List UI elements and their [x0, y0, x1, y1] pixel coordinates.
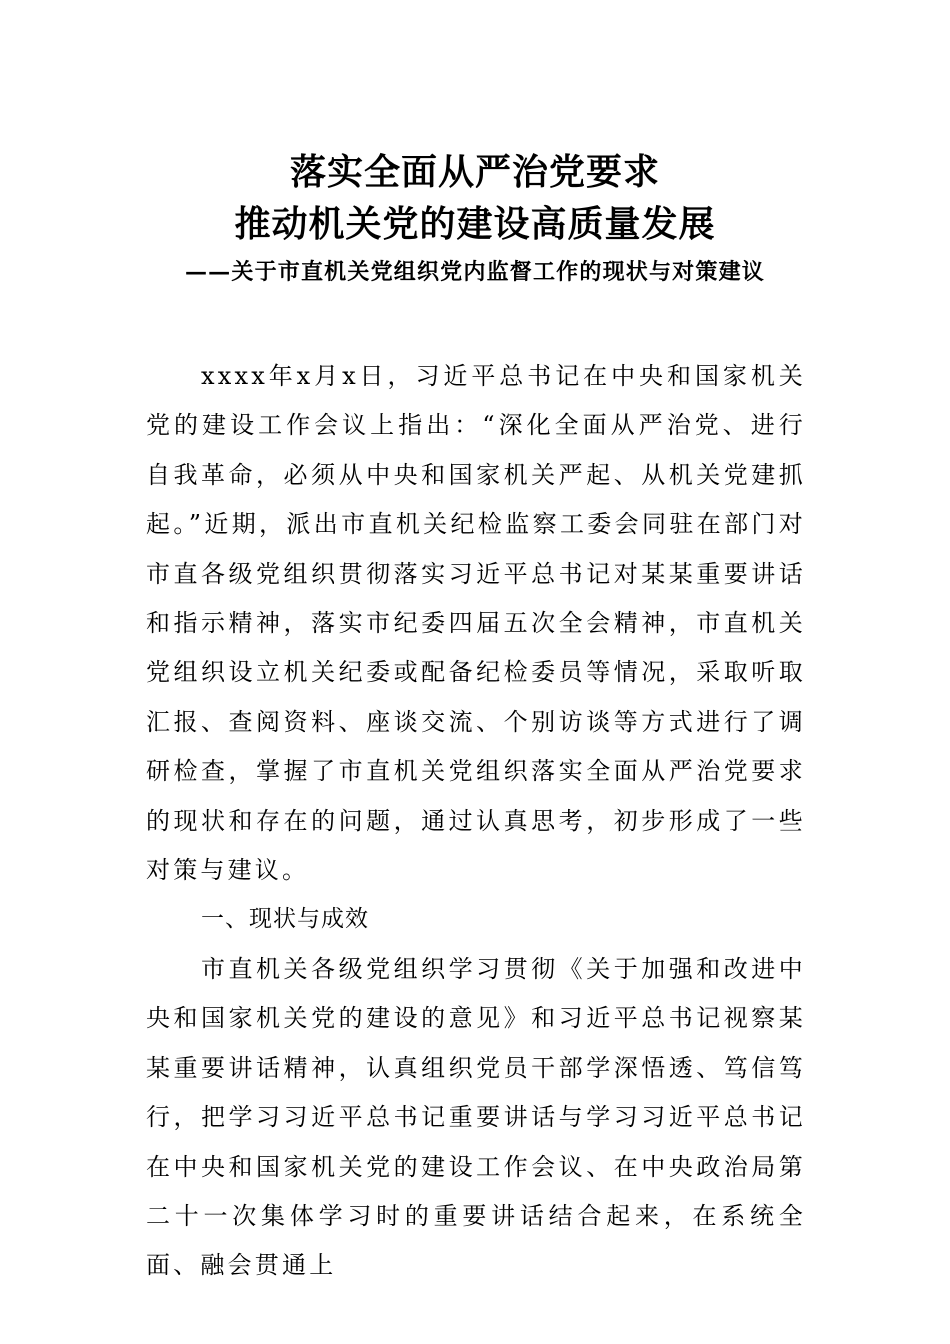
document-body [146, 352, 806, 1291]
paragraph-section-1: 市直机关各级党组织学习贯彻《关于加强和改进中央和国家机关党的建设的意见》和习近平总书记视察某某重要讲话精神，认真组织党员干部学深悟透、笃信笃行，把学习习近平总书记重要讲话与学习习近平总书记在中央和国家机关党的建设工作会议、在中央政治局第二十一次集体学习时的重要讲话结合起来，在系统全面、融会贯通上 [146, 954, 806, 1280]
document-title [0, 146, 950, 250]
title-line-2: 推动机关党的建设高质量发展 [234, 203, 716, 245]
paragraph-intro: xxxx年x月x日，习近平总书记在中央和国家机关党的建设工作会议上指出：“深化全面从严治党、进行自我革命，必须从中央和国家机关严起、从机关党建抓起。”近期，派出市直机关纪检监察工委会同驻在部门对市直各级党组织贯彻落实习近平总书记对某某重要讲话和指示精神，落实市纪委四届五次全会精神，市直机关党组织设立机关纪委或配备纪检委员等情况，采取听取汇报、查阅资料、座谈交流、个别访谈等方式进行了调研检查，掌握了市直机关党组织落实全面从严治党要求的现状和存在的问题，通过认真思考，初步形成了一些对策与建议。 [146, 362, 806, 885]
section-heading-1: 一、现状与成效 [201, 906, 369, 933]
title-line-1: 落实全面从严治党要求 [289, 151, 660, 193]
document-subtitle: ——关于市直机关党组织党内监督工作的现状与对策建议 [184, 259, 765, 285]
